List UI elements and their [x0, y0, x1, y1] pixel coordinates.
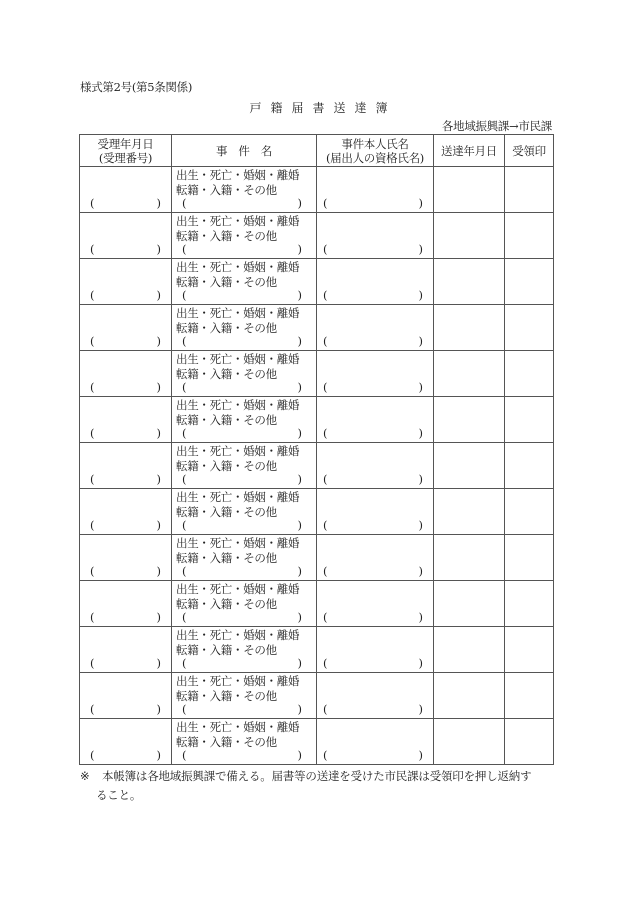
receipt-seal-cell[interactable] [505, 673, 554, 719]
receipt-date-cell[interactable] [80, 673, 172, 719]
receipt-number-field[interactable]: ( ) [90, 334, 161, 348]
table-row [80, 627, 554, 673]
event-name-cell[interactable] [172, 719, 317, 765]
event-other-field[interactable]: ( ) [182, 288, 302, 302]
event-name-cell[interactable] [172, 673, 317, 719]
notifier-qualification-field[interactable]: ( ) [323, 334, 423, 348]
event-name-cell[interactable] [172, 305, 317, 351]
delivery-date-cell[interactable] [434, 627, 505, 673]
receipt-seal-cell[interactable] [505, 535, 554, 581]
receipt-number-field[interactable]: ( ) [90, 288, 161, 302]
receipt-date-cell[interactable] [80, 213, 172, 259]
event-name-cell[interactable] [172, 627, 317, 673]
event-options: 出生・死亡・婚姻・離婚 転籍・入籍・その他 [176, 490, 300, 519]
receipt-seal-cell[interactable] [505, 259, 554, 305]
receipt-seal-cell[interactable] [505, 581, 554, 627]
event-other-field[interactable]: ( ) [182, 472, 302, 486]
person-name-cell[interactable] [317, 351, 434, 397]
receipt-number-field[interactable]: ( ) [90, 702, 161, 716]
person-name-cell[interactable] [317, 167, 434, 213]
receipt-number-field[interactable]: ( ) [90, 242, 161, 256]
page-title: 戸籍届書送達簿 [249, 101, 397, 115]
person-name-cell[interactable] [317, 673, 434, 719]
receipt-seal-cell[interactable] [505, 167, 554, 213]
receipt-date-cell[interactable] [80, 397, 172, 443]
receipt-seal-cell[interactable] [505, 351, 554, 397]
event-name-cell[interactable] [172, 213, 317, 259]
header-delivery-date: 送達年月日 [434, 135, 505, 167]
delivery-date-cell[interactable] [434, 397, 505, 443]
event-other-field[interactable]: ( ) [182, 334, 302, 348]
person-name-cell[interactable] [317, 305, 434, 351]
notifier-qualification-field[interactable]: ( ) [323, 426, 423, 440]
event-name-cell[interactable] [172, 167, 317, 213]
event-options: 出生・死亡・婚姻・離婚 転籍・入籍・その他 [176, 582, 300, 611]
event-options: 出生・死亡・婚姻・離婚 転籍・入籍・その他 [176, 720, 300, 749]
notifier-qualification-field[interactable]: ( ) [323, 702, 423, 716]
event-name-cell[interactable] [172, 581, 317, 627]
routing-label: 各地域振興課→市民課 [441, 119, 552, 133]
delivery-date-cell[interactable] [434, 489, 505, 535]
header-receipt-seal: 受領印 [505, 135, 554, 167]
receipt-date-cell[interactable] [80, 627, 172, 673]
receipt-date-cell[interactable] [80, 305, 172, 351]
receipt-number-field[interactable]: ( ) [90, 426, 161, 440]
receipt-seal-cell[interactable] [505, 305, 554, 351]
person-name-cell[interactable] [317, 489, 434, 535]
receipt-number-field[interactable]: ( ) [90, 518, 161, 532]
event-name-cell[interactable] [172, 489, 317, 535]
header-person-name: 事件本人氏名 (届出人の資格氏名) [317, 135, 434, 167]
table-row [80, 397, 554, 443]
event-options: 出生・死亡・婚姻・離婚 転籍・入籍・その他 [176, 444, 300, 473]
header-row [80, 135, 554, 167]
notifier-qualification-field[interactable]: ( ) [323, 656, 423, 670]
notifier-qualification-field[interactable]: ( ) [323, 564, 423, 578]
person-name-cell[interactable] [317, 213, 434, 259]
notifier-qualification-field[interactable]: ( ) [323, 748, 423, 762]
notifier-qualification-field[interactable]: ( ) [323, 610, 423, 624]
event-name-cell[interactable] [172, 351, 317, 397]
person-name-cell[interactable] [317, 627, 434, 673]
delivery-date-cell[interactable] [434, 213, 505, 259]
event-options: 出生・死亡・婚姻・離婚 転籍・入籍・その他 [176, 214, 300, 243]
notifier-qualification-field[interactable]: ( ) [323, 288, 423, 302]
delivery-date-cell[interactable] [434, 673, 505, 719]
receipt-date-cell[interactable] [80, 581, 172, 627]
event-other-field[interactable]: ( ) [182, 380, 302, 394]
person-name-cell[interactable] [317, 719, 434, 765]
event-other-field[interactable]: ( ) [182, 702, 302, 716]
person-name-cell[interactable] [317, 259, 434, 305]
delivery-date-cell[interactable] [434, 443, 505, 489]
event-other-field[interactable]: ( ) [182, 518, 302, 532]
receipt-date-cell[interactable] [80, 351, 172, 397]
table-row [80, 351, 554, 397]
delivery-date-cell[interactable] [434, 581, 505, 627]
table-row [80, 259, 554, 305]
delivery-date-cell[interactable] [434, 259, 505, 305]
event-options: 出生・死亡・婚姻・離婚 転籍・入籍・その他 [176, 536, 300, 565]
event-options: 出生・死亡・婚姻・離婚 転籍・入籍・その他 [176, 352, 300, 381]
event-name-cell[interactable] [172, 259, 317, 305]
event-options: 出生・死亡・婚姻・離婚 転籍・入籍・その他 [176, 260, 300, 289]
person-name-cell[interactable] [317, 535, 434, 581]
receipt-number-field[interactable]: ( ) [90, 564, 161, 578]
person-name-cell[interactable] [317, 397, 434, 443]
table-row [80, 213, 554, 259]
receipt-number-field[interactable]: ( ) [90, 610, 161, 624]
event-other-field[interactable]: ( ) [182, 564, 302, 578]
table-row [80, 581, 554, 627]
receipt-seal-cell[interactable] [505, 627, 554, 673]
event-name-cell[interactable] [172, 397, 317, 443]
receipt-date-cell[interactable] [80, 719, 172, 765]
notifier-qualification-field[interactable]: ( ) [323, 380, 423, 394]
notifier-qualification-field[interactable]: ( ) [323, 518, 423, 532]
receipt-date-cell[interactable] [80, 167, 172, 213]
event-options: 出生・死亡・婚姻・離婚 転籍・入籍・その他 [176, 168, 300, 197]
table-row [80, 167, 554, 213]
table-row [80, 673, 554, 719]
event-other-field[interactable]: ( ) [182, 426, 302, 440]
receipt-number-field[interactable]: ( ) [90, 380, 161, 394]
table-row [80, 719, 554, 765]
delivery-date-cell[interactable] [434, 167, 505, 213]
event-other-field[interactable]: ( ) [182, 656, 302, 670]
header-receipt-date: 受理年月日 (受理番号) [80, 135, 172, 167]
person-name-cell[interactable] [317, 443, 434, 489]
event-other-field[interactable]: ( ) [182, 196, 302, 210]
receipt-number-field[interactable]: ( ) [90, 472, 161, 486]
receipt-seal-cell[interactable] [505, 443, 554, 489]
receipt-seal-cell[interactable] [505, 213, 554, 259]
event-options: 出生・死亡・婚姻・離婚 転籍・入籍・その他 [176, 628, 300, 657]
delivery-date-cell[interactable] [434, 305, 505, 351]
receipt-number-field[interactable]: ( ) [90, 196, 161, 210]
event-name-cell[interactable] [172, 535, 317, 581]
event-other-field[interactable]: ( ) [182, 242, 302, 256]
event-options: 出生・死亡・婚姻・離婚 転籍・入籍・その他 [176, 674, 300, 703]
event-name-cell[interactable] [172, 443, 317, 489]
delivery-date-cell[interactable] [434, 535, 505, 581]
notifier-qualification-field[interactable]: ( ) [323, 196, 423, 210]
receipt-seal-cell[interactable] [505, 489, 554, 535]
notifier-qualification-field[interactable]: ( ) [323, 472, 423, 486]
footnote: ※ 本帳簿は各地域振興課で備える。届書等の送達を受けた市民課は受領印を押し返納す ること。 [80, 769, 532, 802]
person-name-cell[interactable] [317, 581, 434, 627]
table-row [80, 305, 554, 351]
receipt-date-cell[interactable] [80, 489, 172, 535]
delivery-date-cell[interactable] [434, 719, 505, 765]
table-row [80, 489, 554, 535]
receipt-date-cell[interactable] [80, 443, 172, 489]
receipt-seal-cell[interactable] [505, 397, 554, 443]
event-other-field[interactable]: ( ) [182, 610, 302, 624]
table-row [80, 535, 554, 581]
receipt-seal-cell[interactable] [505, 719, 554, 765]
form-number: 様式第2号(第5条関係) [80, 80, 193, 94]
event-other-field[interactable]: ( ) [182, 748, 302, 762]
delivery-date-cell[interactable] [434, 351, 505, 397]
receipt-date-cell[interactable] [80, 535, 172, 581]
notifier-qualification-field[interactable]: ( ) [323, 242, 423, 256]
event-options: 出生・死亡・婚姻・離婚 転籍・入籍・その他 [176, 306, 300, 335]
receipt-number-field[interactable]: ( ) [90, 748, 161, 762]
ledger-table [79, 134, 554, 765]
receipt-number-field[interactable]: ( ) [90, 656, 161, 670]
event-options: 出生・死亡・婚姻・離婚 転籍・入籍・その他 [176, 398, 300, 427]
receipt-date-cell[interactable] [80, 259, 172, 305]
table-row [80, 443, 554, 489]
header-event-name: 事 件 名 [172, 135, 317, 167]
